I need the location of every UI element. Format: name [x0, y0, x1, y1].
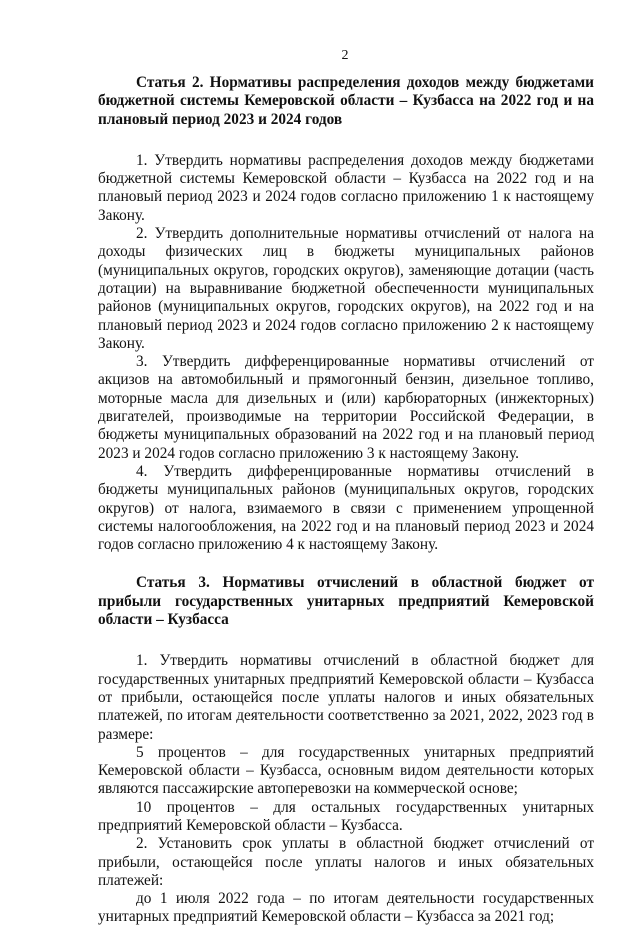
article-2-paragraph-1: 1. Утвердить нормативы распределения доходов между бюджетами бюджетной системы Кемеровской области – Кузбасса на 2022 год и на плановый период 2023 и 2024 годов согласно приложению 1 к настоящему Закону. [98, 151, 594, 224]
article-2-paragraph-4: 4. Утвердить дифференцированные нормативы отчислений в бюджеты муниципальных районов (муниципальных округов, городских округов) от налога, взимаемого в связи с применением упрощенной системы налогообложения, на 2022 год и на плановый период 2023 и 2024 годов согласно приложению 4 к настоящему Закону. [98, 462, 594, 554]
article-3-paragraph-3: 10 процентов – для остальных государственных унитарных предприятий Кемеровской области – Кузбасса. [98, 798, 594, 834]
article-2-paragraph-2: 2. Утвердить дополнительные нормативы отчислений от налога на доходы физических лиц в бюджеты муниципальных районов (муниципальных округов, городских округов), заменяющие дотации (часть дотации) на выравнивание бюджетной обеспеченности муниципальных районов (муниципальных округов, городских округов), на 2022 год и на плановый период 2023 и 2024 годов согласно приложению 2 к настоящему Закону. [98, 225, 594, 352]
article-2-paragraph-3: 3. Утвердить дифференцированные нормативы отчислений от акцизов на автомобильный и прямогонный бензин, дизельное топливо, моторные масла для дизельных и (или) карбюраторных (инжекторных) двигателей, производимые на территории Российской Федерации, в бюджеты муниципальных образований на 2022 год и на плановый период 2023 и 2024 годов согласно приложению 3 к настоящему Закону. [98, 353, 594, 462]
article-3-paragraph-4: 2. Установить срок уплаты в областной бюджет отчислений от прибыли, остающейся после уплаты налогов и иных обязательных платежей: [98, 835, 594, 889]
article-2-heading: Статья 2. Нормативы распределения доходов между бюджетами бюджетной системы Кемеровской области – Кузбасса на 2022 год и на плановый период 2023 и 2024 годов [98, 74, 594, 128]
article-3-heading: Статья 3. Нормативы отчислений в областной бюджет от прибыли государственных унитарных предприятий Кемеровской области – Кузбасса [98, 574, 594, 629]
document-body [98, 74, 594, 927]
article-3-paragraph-1: 1. Утвердить нормативы отчислений в областной бюджет для государственных унитарных предприятий Кемеровской области – Кузбасса от прибыли, остающейся после уплаты налогов и иных обязательных платежей, по итогам деятельности соответственно за 2021, 2022, 2023 год в размере: [98, 652, 594, 743]
article-3-paragraph-5: до 1 июля 2022 года – по итогам деятельности государственных унитарных предприятий Кемеровской области – Кузбасса за 2021 год; [98, 890, 594, 926]
article-3-paragraph-2: 5 процентов – для государственных унитарных предприятий Кемеровской области – Кузбасса, основным видом деятельности которых являются пассажирские автоперевозки на коммерческой основе; [98, 743, 594, 798]
page-number: 2 [341, 48, 349, 63]
